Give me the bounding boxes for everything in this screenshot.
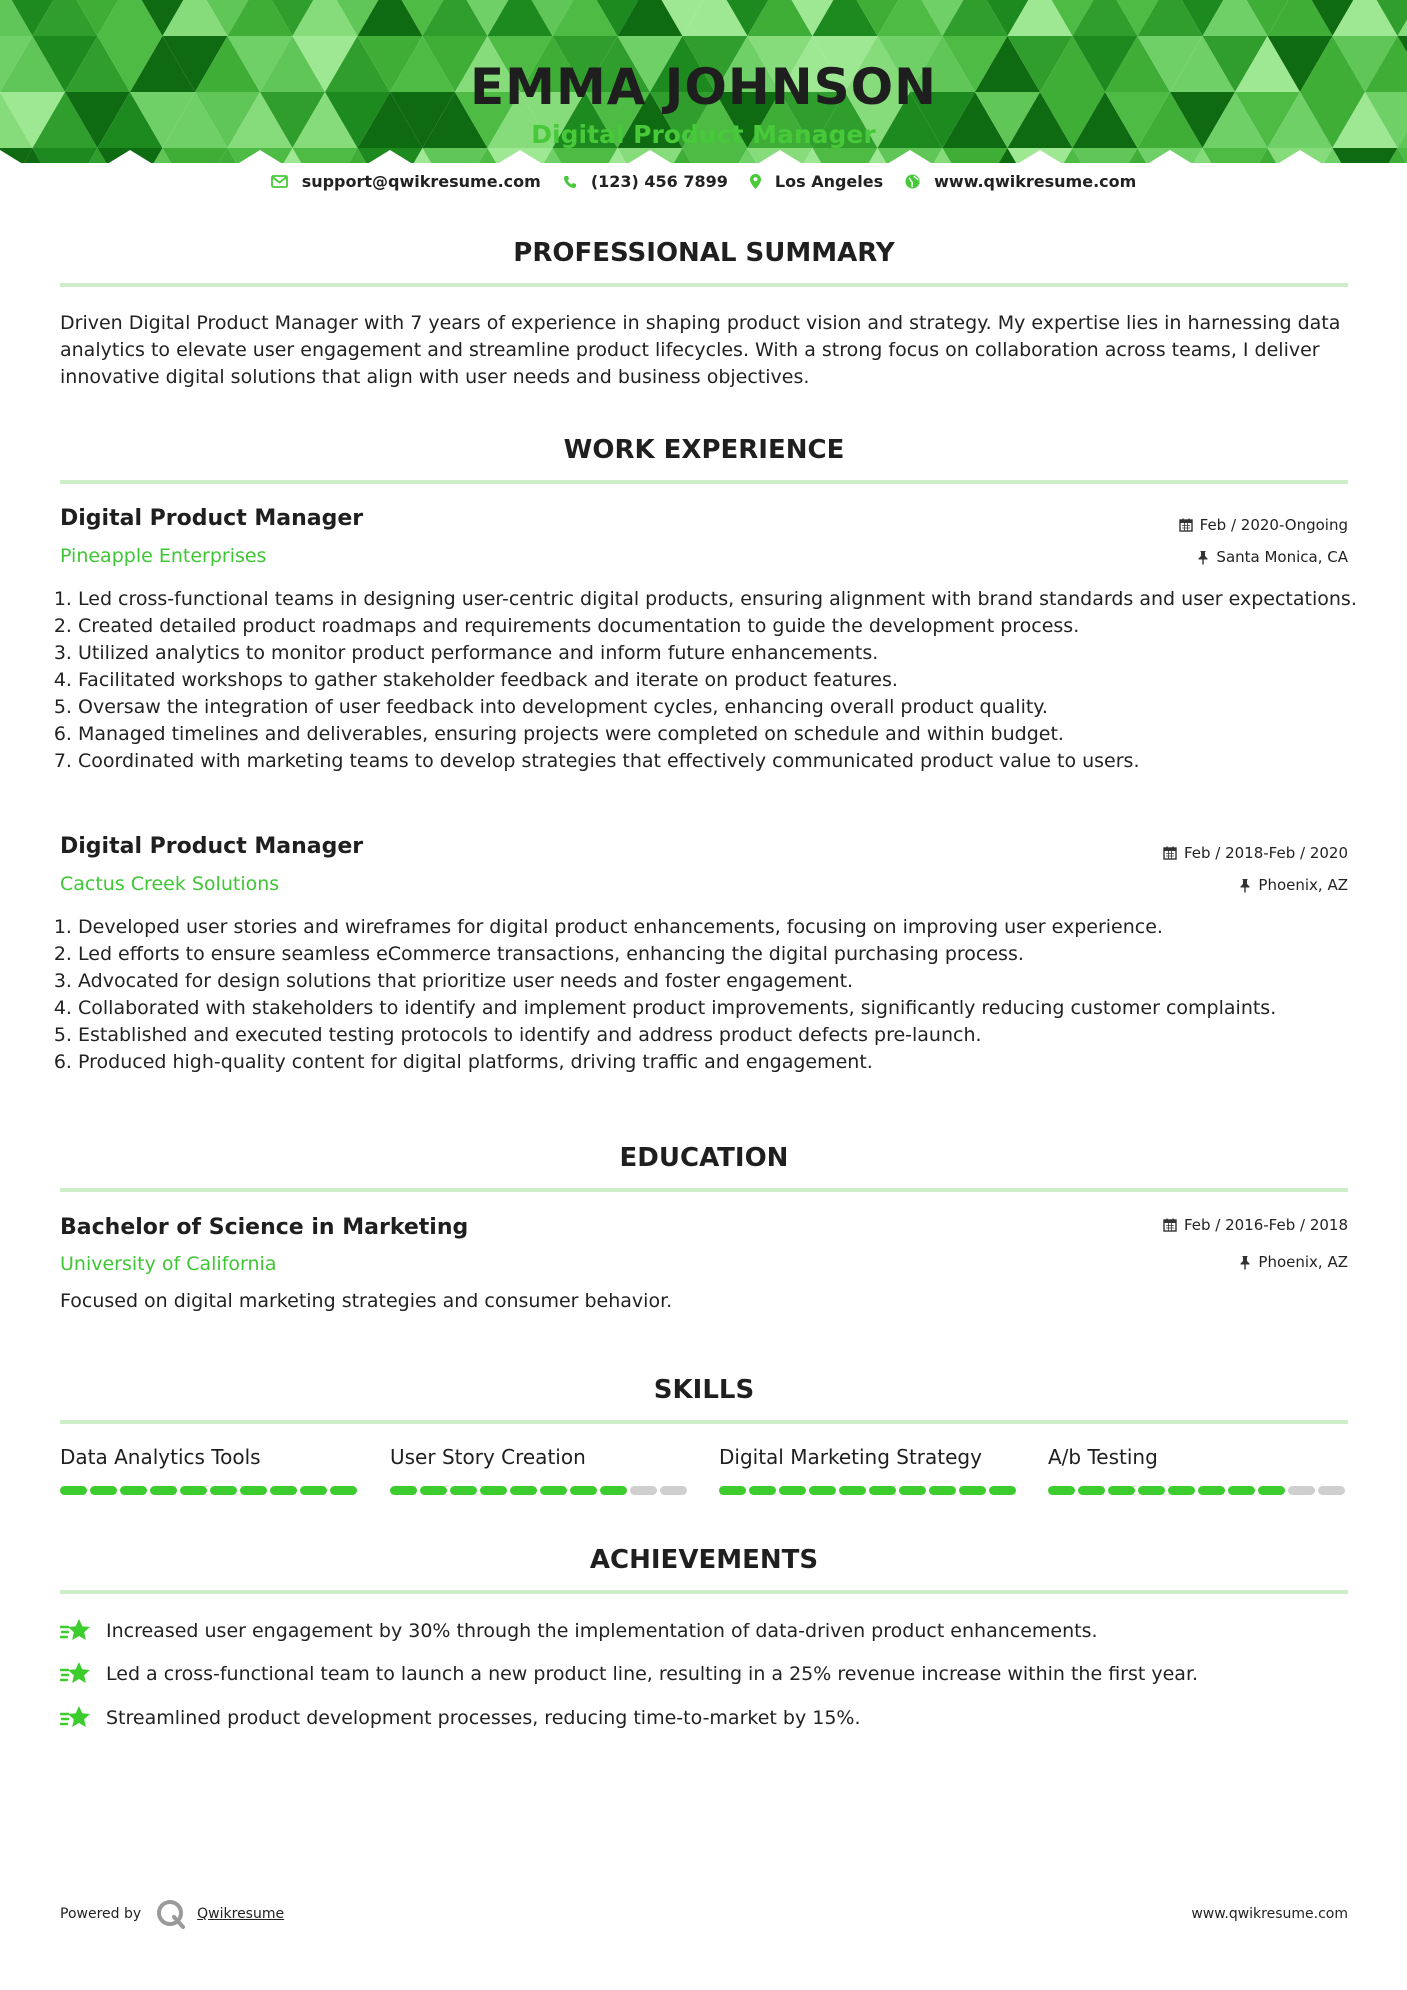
responsibility-item: 5. Established and executed testing protocols to identify and address product defects pre-launch. xyxy=(78,1022,1368,1049)
skill-item xyxy=(390,1445,690,1469)
candidate-role: Digital Product Manager xyxy=(531,120,876,149)
skill-level-dot xyxy=(1288,1486,1315,1495)
star-icon xyxy=(60,1704,92,1732)
education-heading: EDUCATION xyxy=(619,1143,789,1173)
skill-level-bar xyxy=(390,1486,687,1495)
contact-phone[interactable] xyxy=(563,172,728,191)
skill-level-dot xyxy=(1168,1486,1195,1495)
globe-icon xyxy=(905,174,920,189)
skill-name: Digital Marketing Strategy xyxy=(719,1445,982,1469)
summary-divider xyxy=(60,283,1348,287)
skill-name: Data Analytics Tools xyxy=(60,1445,261,1469)
skill-level-dot xyxy=(210,1486,237,1495)
company-name: Cactus Creek Solutions xyxy=(60,873,280,895)
achievement-text: Increased user engagement by 30% through the implementation of data-driven product enhancements. xyxy=(106,1620,1098,1642)
footer-url[interactable]: www.qwikresume.com xyxy=(1191,1906,1348,1922)
skill-level-dot xyxy=(600,1486,627,1495)
calendar-icon xyxy=(1179,518,1193,532)
achievements-divider xyxy=(60,1590,1348,1594)
skill-level-dot xyxy=(390,1486,417,1495)
education-divider xyxy=(60,1188,1348,1192)
skill-level-dot xyxy=(660,1486,687,1495)
job-title: Digital Product Manager xyxy=(60,506,364,531)
education-dates-text: Feb / 2016-Feb / 2018 xyxy=(1183,1216,1348,1234)
responsibility-item: 2. Led efforts to ensure seamless eCommerce transactions, enhancing the digital purchasing process. xyxy=(78,941,1368,968)
skill-level-dot xyxy=(749,1486,776,1495)
contact-phone-text: (123) 456 7899 xyxy=(590,172,728,191)
skill-item xyxy=(60,1445,360,1469)
job-location xyxy=(1197,548,1348,566)
skill-level-dot xyxy=(1138,1486,1165,1495)
skill-level-dot xyxy=(150,1486,177,1495)
skill-level-bar xyxy=(1048,1486,1345,1495)
skill-level-dot xyxy=(1318,1486,1345,1495)
skill-level-bar xyxy=(60,1486,357,1495)
skill-level-dot xyxy=(959,1486,986,1495)
skill-level-dot xyxy=(270,1486,297,1495)
skill-level-dot xyxy=(300,1486,327,1495)
pushpin-icon xyxy=(1239,878,1251,893)
skill-level-dot xyxy=(120,1486,147,1495)
skill-level-dot xyxy=(839,1486,866,1495)
job-dates-text: Feb / 2018-Feb / 2020 xyxy=(1183,844,1348,862)
skill-level-dot xyxy=(1198,1486,1225,1495)
skill-level-dot xyxy=(90,1486,117,1495)
achievement-item xyxy=(60,1704,861,1732)
skill-level-dot xyxy=(809,1486,836,1495)
skill-level-dot xyxy=(719,1486,746,1495)
map-marker-icon xyxy=(750,174,761,189)
skill-name: User Story Creation xyxy=(390,1445,586,1469)
skill-level-dot xyxy=(180,1486,207,1495)
contact-email[interactable] xyxy=(271,172,541,191)
skill-level-dot xyxy=(540,1486,567,1495)
education-location xyxy=(1239,1253,1348,1271)
achievement-text: Led a cross-functional team to launch a new product line, resulting in a 25% revenue increase within the first year. xyxy=(106,1663,1199,1685)
skill-item xyxy=(719,1445,1019,1469)
skill-level-dot xyxy=(630,1486,657,1495)
qwikresume-logo-icon xyxy=(155,1898,187,1930)
footer-powered-by xyxy=(60,1898,284,1930)
phone-icon xyxy=(563,175,577,189)
skill-level-dot xyxy=(1108,1486,1135,1495)
skill-level-dot xyxy=(989,1486,1016,1495)
job-dates xyxy=(1163,844,1348,862)
experience-heading: WORK EXPERIENCE xyxy=(563,435,845,465)
skill-level-dot xyxy=(1228,1486,1255,1495)
responsibility-item: 4. Collaborated with stakeholders to identify and implement product improvements, significantly reducing customer complaints. xyxy=(78,995,1368,1022)
skill-level-dot xyxy=(779,1486,806,1495)
contact-website[interactable] xyxy=(905,172,1136,191)
responsibility-item: 4. Facilitated workshops to gather stakeholder feedback and iterate on product features. xyxy=(78,667,1368,694)
responsibility-item: 6. Managed timelines and deliverables, ensuring projects were completed on schedule and within budget. xyxy=(78,721,1368,748)
education-description: Focused on digital marketing strategies and consumer behavior. xyxy=(60,1290,673,1312)
contact-location-text: Los Angeles xyxy=(774,172,884,191)
qwikresume-link[interactable]: Qwikresume xyxy=(197,1906,285,1922)
education-location-text: Phoenix, AZ xyxy=(1258,1253,1348,1271)
job-location-text: Santa Monica, CA xyxy=(1216,548,1348,566)
star-icon xyxy=(60,1617,92,1645)
job-responsibilities xyxy=(60,586,1368,775)
pushpin-icon xyxy=(1239,1255,1251,1270)
responsibility-item: 6. Produced high-quality content for digital platforms, driving traffic and engagement. xyxy=(78,1049,1368,1076)
skill-level-dot xyxy=(60,1486,87,1495)
job-location-text: Phoenix, AZ xyxy=(1258,876,1348,894)
contact-email-text: support@qwikresume.com xyxy=(301,172,541,191)
skill-level-dot xyxy=(420,1486,447,1495)
job-dates-text: Feb / 2020-Ongoing xyxy=(1199,516,1348,534)
school-name: University of California xyxy=(60,1253,277,1275)
calendar-icon xyxy=(1163,1218,1177,1232)
skill-level-dot xyxy=(570,1486,597,1495)
job-title: Digital Product Manager xyxy=(60,834,364,859)
skills-heading: SKILLS xyxy=(653,1375,755,1405)
job-responsibilities xyxy=(60,914,1368,1076)
experience-divider xyxy=(60,480,1348,484)
responsibility-item: 3. Advocated for design solutions that prioritize user needs and foster engagement. xyxy=(78,968,1368,995)
job-location xyxy=(1239,876,1348,894)
achievement-item xyxy=(60,1617,1098,1645)
achievements-heading: ACHIEVEMENTS xyxy=(589,1545,819,1575)
company-name: Pineapple Enterprises xyxy=(60,545,267,567)
skill-level-bar xyxy=(719,1486,1016,1495)
skill-level-dot xyxy=(1048,1486,1075,1495)
skill-level-dot xyxy=(480,1486,507,1495)
calendar-icon xyxy=(1163,846,1177,860)
summary-text: Driven Digital Product Manager with 7 years of experience in shaping product vision and strategy. My expertise lies in harnessing data analytics to elevate user engagement and streamline product lifecycles. With a strong focus on collaboration across teams, I deliver innovative digital solutions that align with user needs and business objectives. xyxy=(60,312,1341,388)
skill-name: A/b Testing xyxy=(1048,1445,1158,1469)
responsibility-item: 1. Led cross-functional teams in designing user-centric digital products, ensuring alignment with brand standards and user expectations. xyxy=(78,586,1368,613)
summary-heading: PROFESSIONAL SUMMARY xyxy=(513,238,895,268)
skill-item xyxy=(1048,1445,1348,1469)
envelope-icon xyxy=(271,175,288,188)
achievement-text: Streamlined product development processes, reducing time-to-market by 15%. xyxy=(106,1707,861,1729)
achievement-item xyxy=(60,1660,1198,1688)
responsibility-item: 5. Oversaw the integration of user feedback into development cycles, enhancing overall product quality. xyxy=(78,694,1368,721)
responsibility-item: 2. Created detailed product roadmaps and requirements documentation to guide the development process. xyxy=(78,613,1368,640)
skill-level-dot xyxy=(929,1486,956,1495)
education-dates xyxy=(1163,1216,1348,1234)
candidate-name: EMMA JOHNSON xyxy=(470,58,937,116)
skill-level-dot xyxy=(450,1486,477,1495)
job-dates xyxy=(1179,516,1348,534)
responsibility-item: 1. Developed user stories and wireframes for digital product enhancements, focusing on improving user experience. xyxy=(78,914,1368,941)
skill-level-dot xyxy=(330,1486,357,1495)
responsibility-item: 7. Coordinated with marketing teams to develop strategies that effectively communicated product value to users. xyxy=(78,748,1368,775)
contact-location xyxy=(750,172,883,191)
skill-level-dot xyxy=(1078,1486,1105,1495)
skills-divider xyxy=(60,1420,1348,1424)
pushpin-icon xyxy=(1197,550,1209,565)
skill-level-dot xyxy=(240,1486,267,1495)
degree-title: Bachelor of Science in Marketing xyxy=(60,1215,469,1240)
contact-website-text: www.qwikresume.com xyxy=(934,172,1137,191)
skill-level-dot xyxy=(510,1486,537,1495)
star-icon xyxy=(60,1660,92,1688)
skill-level-dot xyxy=(1258,1486,1285,1495)
responsibility-item: 3. Utilized analytics to monitor product performance and inform future enhancements. xyxy=(78,640,1368,667)
skill-level-dot xyxy=(899,1486,926,1495)
skill-level-dot xyxy=(869,1486,896,1495)
contact-bar xyxy=(0,172,1407,191)
powered-by-label: Powered by xyxy=(60,1906,142,1922)
